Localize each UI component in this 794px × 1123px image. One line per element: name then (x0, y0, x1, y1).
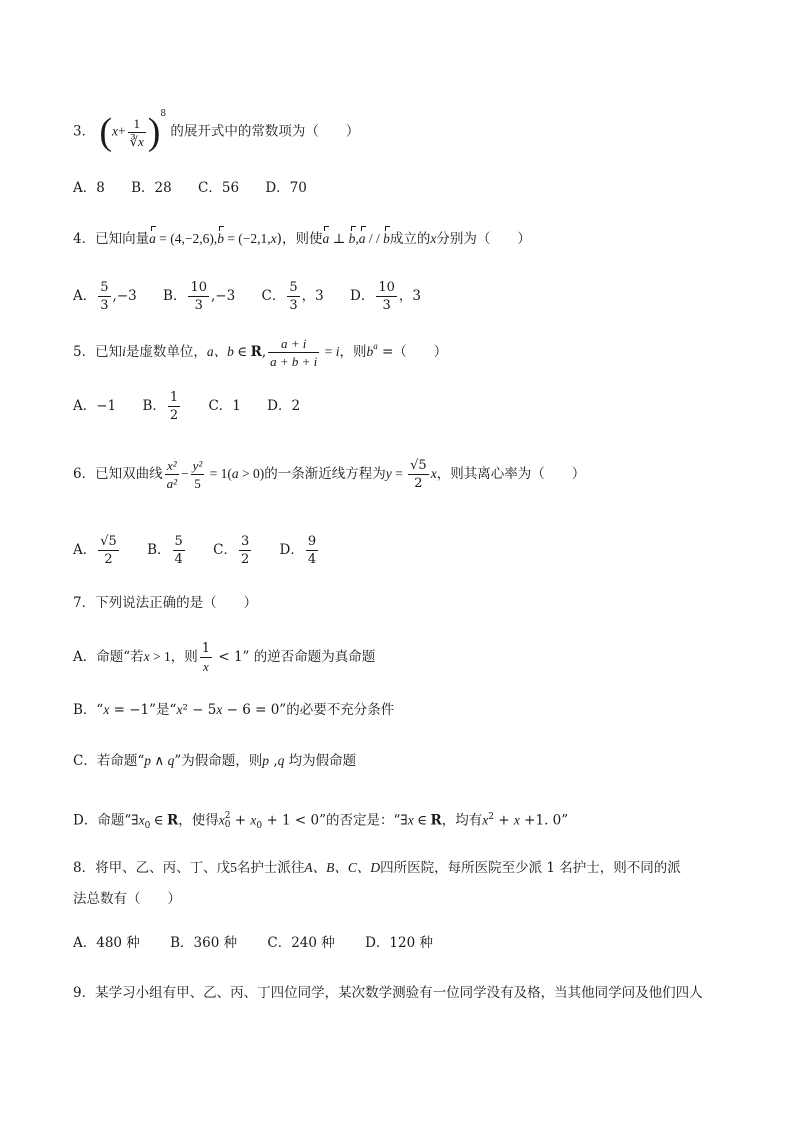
option-b: B．28 (131, 180, 172, 196)
parallel-symbol: / / (365, 231, 384, 246)
fraction: $\frac{1}{2}$ (169, 390, 179, 423)
question-9-line-1: 9．某学习小组有甲、乙、丙、丁四位同学，某次数学测验有一位同学没有及格，当其他同学问及他们四人 (73, 985, 703, 1001)
fraction: $\frac{√5}{2}$ (410, 458, 427, 491)
vector-b: b (349, 229, 356, 249)
fraction: $\frac{5}{3}$ (100, 280, 109, 313)
math-x: x (112, 123, 119, 139)
option-b-label: B． (163, 288, 187, 304)
question-3 (73, 109, 360, 153)
question-number: 4． (73, 231, 96, 247)
question-5: 5．已知i是虚数单位，a、b ∈ R, $\frac{a + i}{a + b + i}$ = i，则$b^a$ =（ ） (73, 336, 448, 369)
option-d: D．2 (267, 398, 301, 414)
option-b-label: B． (142, 398, 166, 414)
option-d-label: D． (279, 542, 304, 558)
option-b: B．360 种 (170, 935, 238, 951)
question-7-option-a: A．命题“若x > 1，则 $\frac{1}{x}$ < 1” 的逆否命题为真命题 (73, 641, 376, 674)
option-c: C．240 种 (267, 935, 335, 951)
option-d: D．120 种 (365, 935, 433, 951)
math-x: x (270, 231, 277, 246)
option-a: A．−1 (73, 398, 117, 414)
right-paren: ) (147, 111, 161, 153)
math-expr: = (−2,1, (223, 231, 271, 246)
option-c: C．1 (208, 398, 241, 414)
fraction: $\frac{10}{3}$ (378, 280, 395, 313)
math-x: x (430, 231, 437, 246)
vector-a: a (359, 229, 366, 249)
option-c-label: C． (261, 288, 286, 304)
fraction: $\frac{a + i}{a + b + i}$ (270, 336, 318, 369)
fraction: $\frac{√5}{2}$ (100, 534, 117, 567)
fraction: $\frac{3}{2}$ (240, 534, 250, 567)
question-text: 成立的 (389, 231, 431, 247)
fraction: $\frac{10}{3}$ (190, 280, 207, 313)
question-6-options (73, 535, 320, 566)
option-a-label: A． (73, 288, 97, 304)
math-expr: = (4,−2,6), (155, 231, 218, 246)
fraction: $\frac{5}{4}$ (174, 534, 183, 567)
perp-symbol: ⊥ (329, 231, 349, 246)
question-text: )，则使 (276, 231, 323, 247)
fraction: $\frac{5}{3}$ (289, 280, 298, 313)
question-3-options (73, 178, 307, 198)
question-4: 4．已知向量a = (4,−2,6),b = (−2,1,x)，则使a ⊥ b,a / / b成立的x分别为（ ） (73, 231, 531, 247)
option-b-label: B． (147, 542, 171, 558)
fraction: $\frac{9}{4}$ (307, 534, 317, 567)
question-7-option-b: B．“x = −1”是“x² − 5x − 6 = 0”的必要不充分条件 (73, 702, 395, 718)
exponent: 8 (160, 109, 167, 119)
fraction: $\frac{\text{x²}}{\text{a²}}$ (166, 458, 177, 491)
question-8-line-2: 法总数有（ ） (73, 891, 181, 907)
question-text: 分别为（ ） (436, 231, 531, 247)
question-number: 6． (73, 466, 96, 482)
vector-a: a (149, 229, 156, 249)
option-a-label: A． (73, 542, 97, 558)
option-a: A．8 (73, 180, 105, 196)
fraction: $\frac{1}{x}$ (201, 641, 211, 674)
math-plus: + (118, 123, 126, 139)
question-text: 的展开式中的常数项为（ ） (170, 123, 360, 140)
question-8-line-1: 8．将甲、乙、丙、丁、戊5名护士派往A、B、C、D四所医院，每所医院至少派 1 名护士，则不同的派 (73, 860, 681, 876)
question-number: 5． (73, 344, 96, 360)
question-number: 3． (73, 123, 96, 140)
option-c-label: C． (213, 542, 237, 558)
question-text: 已知向量 (95, 231, 150, 247)
question-7-stem: 7．下列说法正确的是（ ） (73, 595, 258, 611)
fraction: $\frac{1}{∛x}$ (129, 115, 144, 149)
option-d: D．70 (265, 180, 307, 196)
question-4-options: A． $\frac{5}{3}$ ,−3 B． $\frac{10}{3}$ ,−3 C． $\frac{5}{3}$ ，3 D． $\frac{10}{3}$ ，3 (73, 280, 421, 313)
vector-b: b (217, 229, 224, 249)
fraction: $\frac{\text{y²}}{5}$ (192, 458, 203, 491)
option-a: A．480 种 (73, 935, 140, 951)
question-6: 6．已知双曲线 $\frac{\text{x²}}{\text{a²}}$ − $\frac{\text{y²}}{5}$ = 1(a > 0)的一条渐近线方程为y = $\frac{√5}{2}$ x，则其离心率为（ ） (73, 458, 586, 491)
left-paren: ( (99, 111, 113, 153)
option-d-label: D． (350, 288, 375, 304)
option-c: C．56 (198, 180, 240, 196)
question-5-options (73, 391, 300, 422)
question-8-options (73, 933, 433, 953)
question-7-option-c: C．若命题“p ∧ q”为假命题，则p ,q 均为假命题 (73, 753, 357, 769)
vector-b: b (383, 229, 390, 249)
question-7-option-d: D．命题“$\exists x_0$ ∈ R，使得x 2 0 + $x_0 + 1 < 0$”的否定是：“∃x ∈ R，均有$x^2 + x +1$. 0” (73, 811, 569, 832)
vector-a: a (322, 229, 329, 249)
